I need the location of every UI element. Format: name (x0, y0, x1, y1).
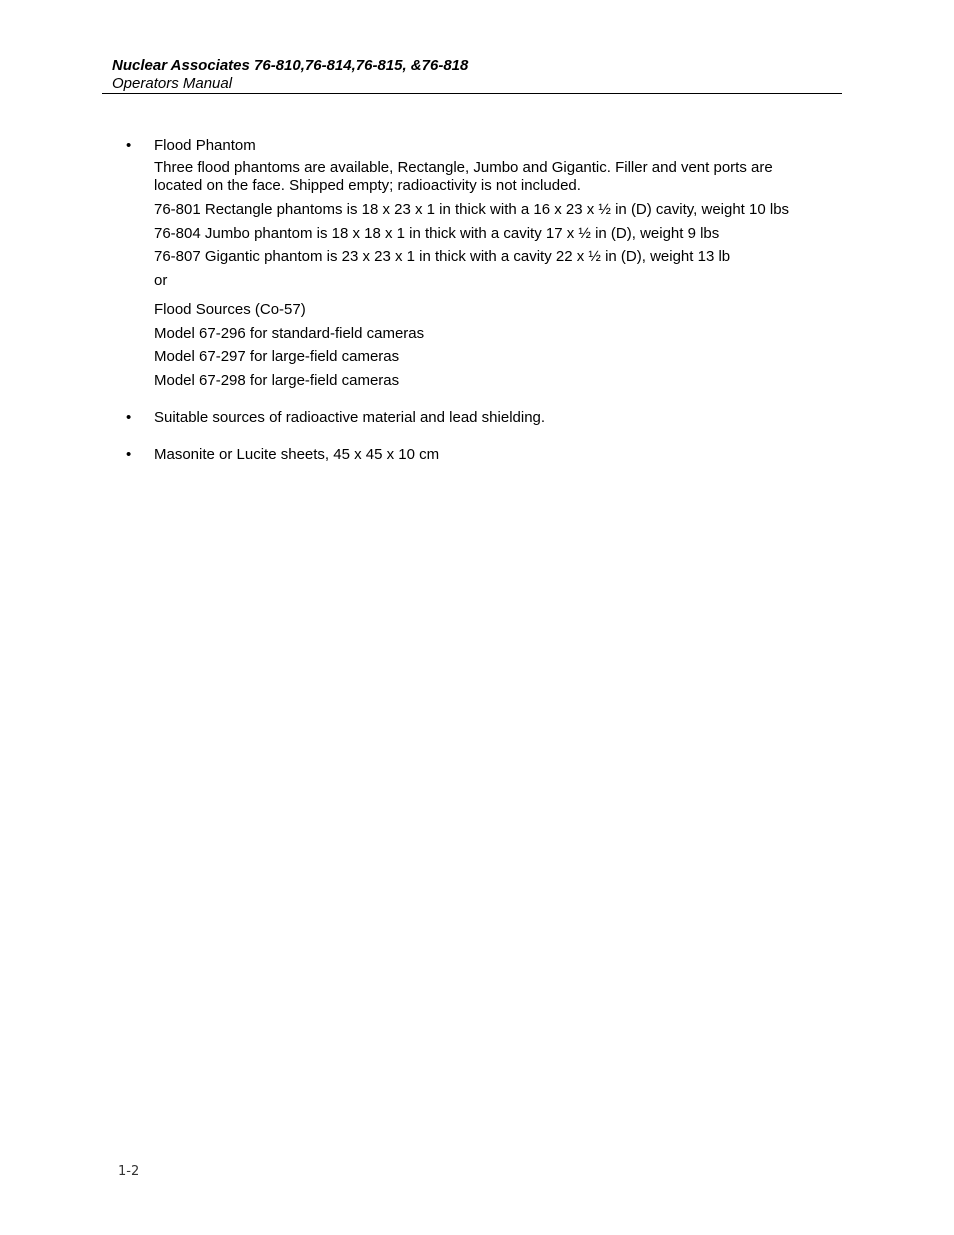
item-description: Three flood phantoms are available, Rectangle, Jumbo and Gigantic. Filler and vent ports are located on the face. Shipped empty; radioactivity is not included. (154, 159, 773, 194)
alt-model-line: Model 67-296 for standard-field cameras (154, 325, 425, 342)
list-item-masonite-sheets (126, 445, 842, 464)
alt-heading: Flood Sources (Co-57) (154, 301, 306, 318)
item-heading: Masonite or Lucite sheets, 45 x 45 x 10 cm (154, 446, 440, 463)
page-header (112, 56, 842, 93)
item-heading: Flood Phantom (154, 137, 256, 154)
bullet-icon: • (126, 446, 132, 463)
header-rule (102, 93, 842, 94)
bullet-list (126, 136, 842, 464)
header-subtitle: Operators Manual (112, 75, 233, 92)
model-line: 76-804 Jumbo phantom is 18 x 18 x 1 in thick with a cavity 17 x ½ in (D), weight 9 lbs (154, 225, 720, 242)
list-item-flood-phantom (126, 136, 842, 390)
alt-model-line: Model 67-298 for large-field cameras (154, 372, 400, 389)
model-line: 76-807 Gigantic phantom is 23 x 23 x 1 in thick with a cavity 22 x ½ in (D), weight 13 lb (154, 248, 731, 265)
model-line: 76-801 Rectangle phantoms is 18 x 23 x 1 in thick with a 16 x 23 x ½ in (D) cavity, weight 10 lbs (154, 201, 790, 218)
bullet-icon: • (126, 409, 132, 426)
page-number: 1-2 (118, 1164, 140, 1179)
list-item-radioactive-sources (126, 408, 842, 427)
alt-model-line: Model 67-297 for large-field cameras (154, 348, 400, 365)
bullet-icon: • (126, 137, 132, 154)
or-text: or (154, 272, 168, 289)
item-heading: Suitable sources of radioactive material and lead shielding. (154, 409, 546, 426)
header-title: Nuclear Associates 76-810,76-814,76-815, &76-818 (112, 57, 469, 74)
